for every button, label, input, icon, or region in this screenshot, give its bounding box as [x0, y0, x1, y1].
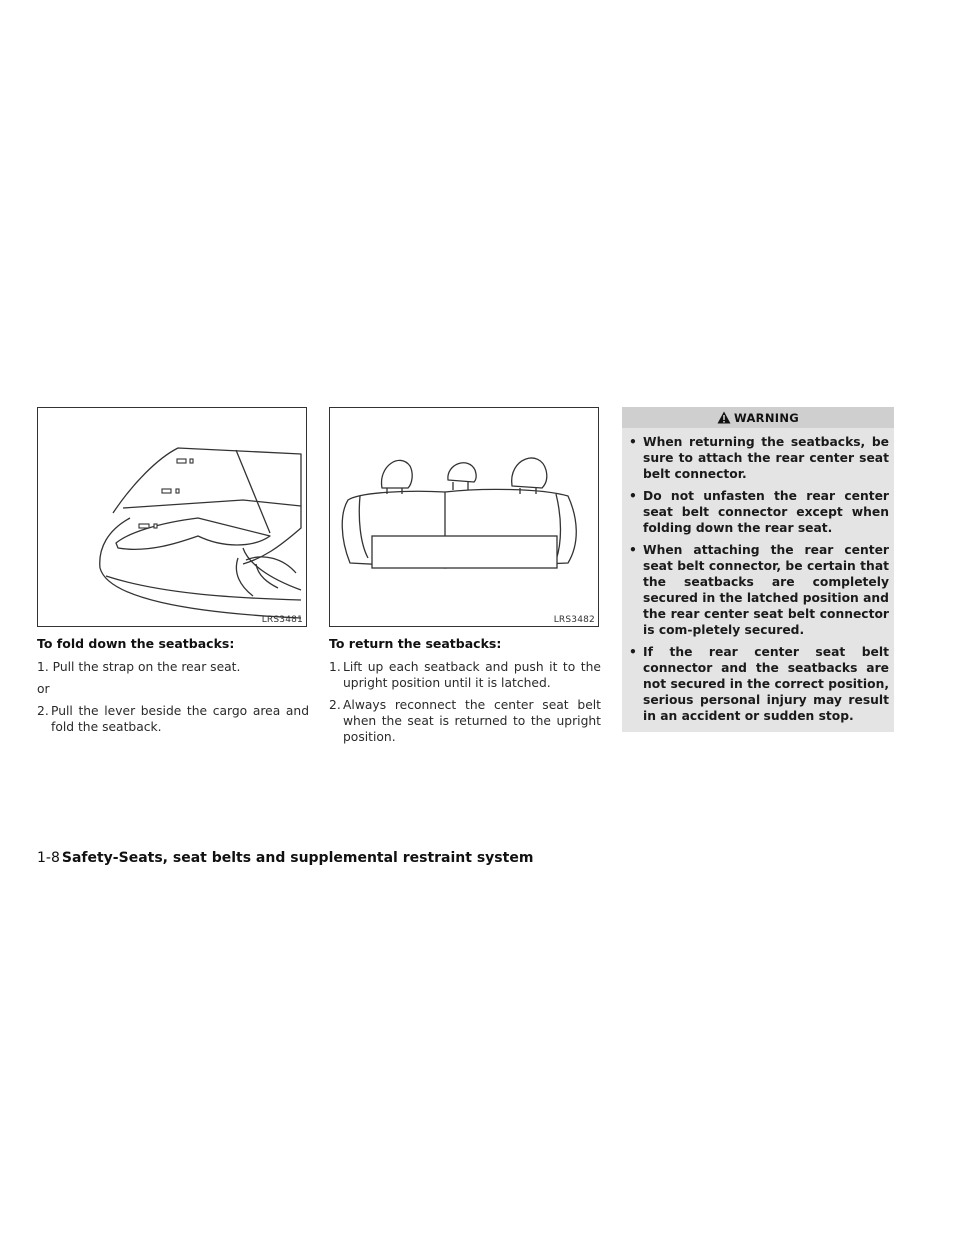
warning-item-text: Do not unfasten the rear center seat belt connector except when folding down the rear seat. [643, 489, 889, 535]
warning-header [622, 407, 894, 428]
section-title: Safety-Seats, seat belts and supplemental restraint system [61, 850, 534, 866]
warning-item-text: When returning the seatbacks, be sure to attach the rear center seat belt connector. [643, 435, 889, 481]
return-seatback-illustration [329, 407, 599, 627]
warning-item: • Do not unfasten the rear center seat belt connector except when folding down the rear seat. [629, 489, 889, 535]
return-column [329, 407, 601, 751]
page-footer [37, 850, 533, 866]
return-heading: To return the seatbacks: [329, 636, 502, 651]
upright-seat-drawing [330, 408, 598, 626]
warning-item-text: When attaching the rear center seat belt connector, be certain that the seatbacks are completely secured in the latched position and the rear center seat belt connector is com-pletely secured. [643, 543, 889, 637]
return-step-1-text: Lift up each seatback and push it to the upright position until it is latched. [343, 660, 601, 690]
return-step-2-text: Always reconnect the center seat belt when the seat is returned to the upright position. [343, 698, 601, 744]
page-number: 1-8 [37, 850, 60, 866]
return-step-2-number: 2. [329, 698, 341, 712]
fold-seatback-illustration [37, 407, 307, 627]
warning-item: • When attaching the rear center seat belt connector, be certain that the seatbacks are completely secured in the latched position and the rear center seat belt connector is com-pletely secured. [629, 543, 889, 637]
fold-or: or [37, 682, 50, 696]
fold-step-2-number: 2. [37, 704, 49, 718]
warning-item-text: If the rear center seat belt connector and the seatbacks are not secured in the correct position, serious personal injury may result in an accident or sudden stop. [643, 645, 889, 723]
fold-step-2 [37, 703, 309, 735]
fold-step-2-text: Pull the lever beside the cargo area and fold the seatback. [51, 704, 309, 734]
return-step-1 [329, 659, 601, 691]
warning-box [622, 407, 894, 732]
folded-seat-drawing [38, 408, 306, 626]
warning-item: • When returning the seatbacks, be sure to attach the rear center seat belt connector. [629, 435, 889, 481]
warning-item: • If the rear center seat belt connector and the seatbacks are not secured in the correct position, serious personal injury may result in an accident or sudden stop. [629, 645, 889, 723]
figure-code-label: LRS3481 [261, 615, 303, 625]
figure-code-label: LRS3482 [553, 615, 595, 625]
return-step-2 [329, 697, 601, 745]
return-step-1-number: 1. [329, 660, 341, 674]
warning-title: WARNING [734, 410, 799, 425]
warning-column [622, 407, 894, 732]
fold-column [37, 407, 309, 741]
fold-step-1: 1. Pull the strap on the rear seat. [37, 660, 241, 674]
warning-triangle-icon [717, 411, 731, 424]
fold-heading: To fold down the seatbacks: [37, 636, 235, 651]
